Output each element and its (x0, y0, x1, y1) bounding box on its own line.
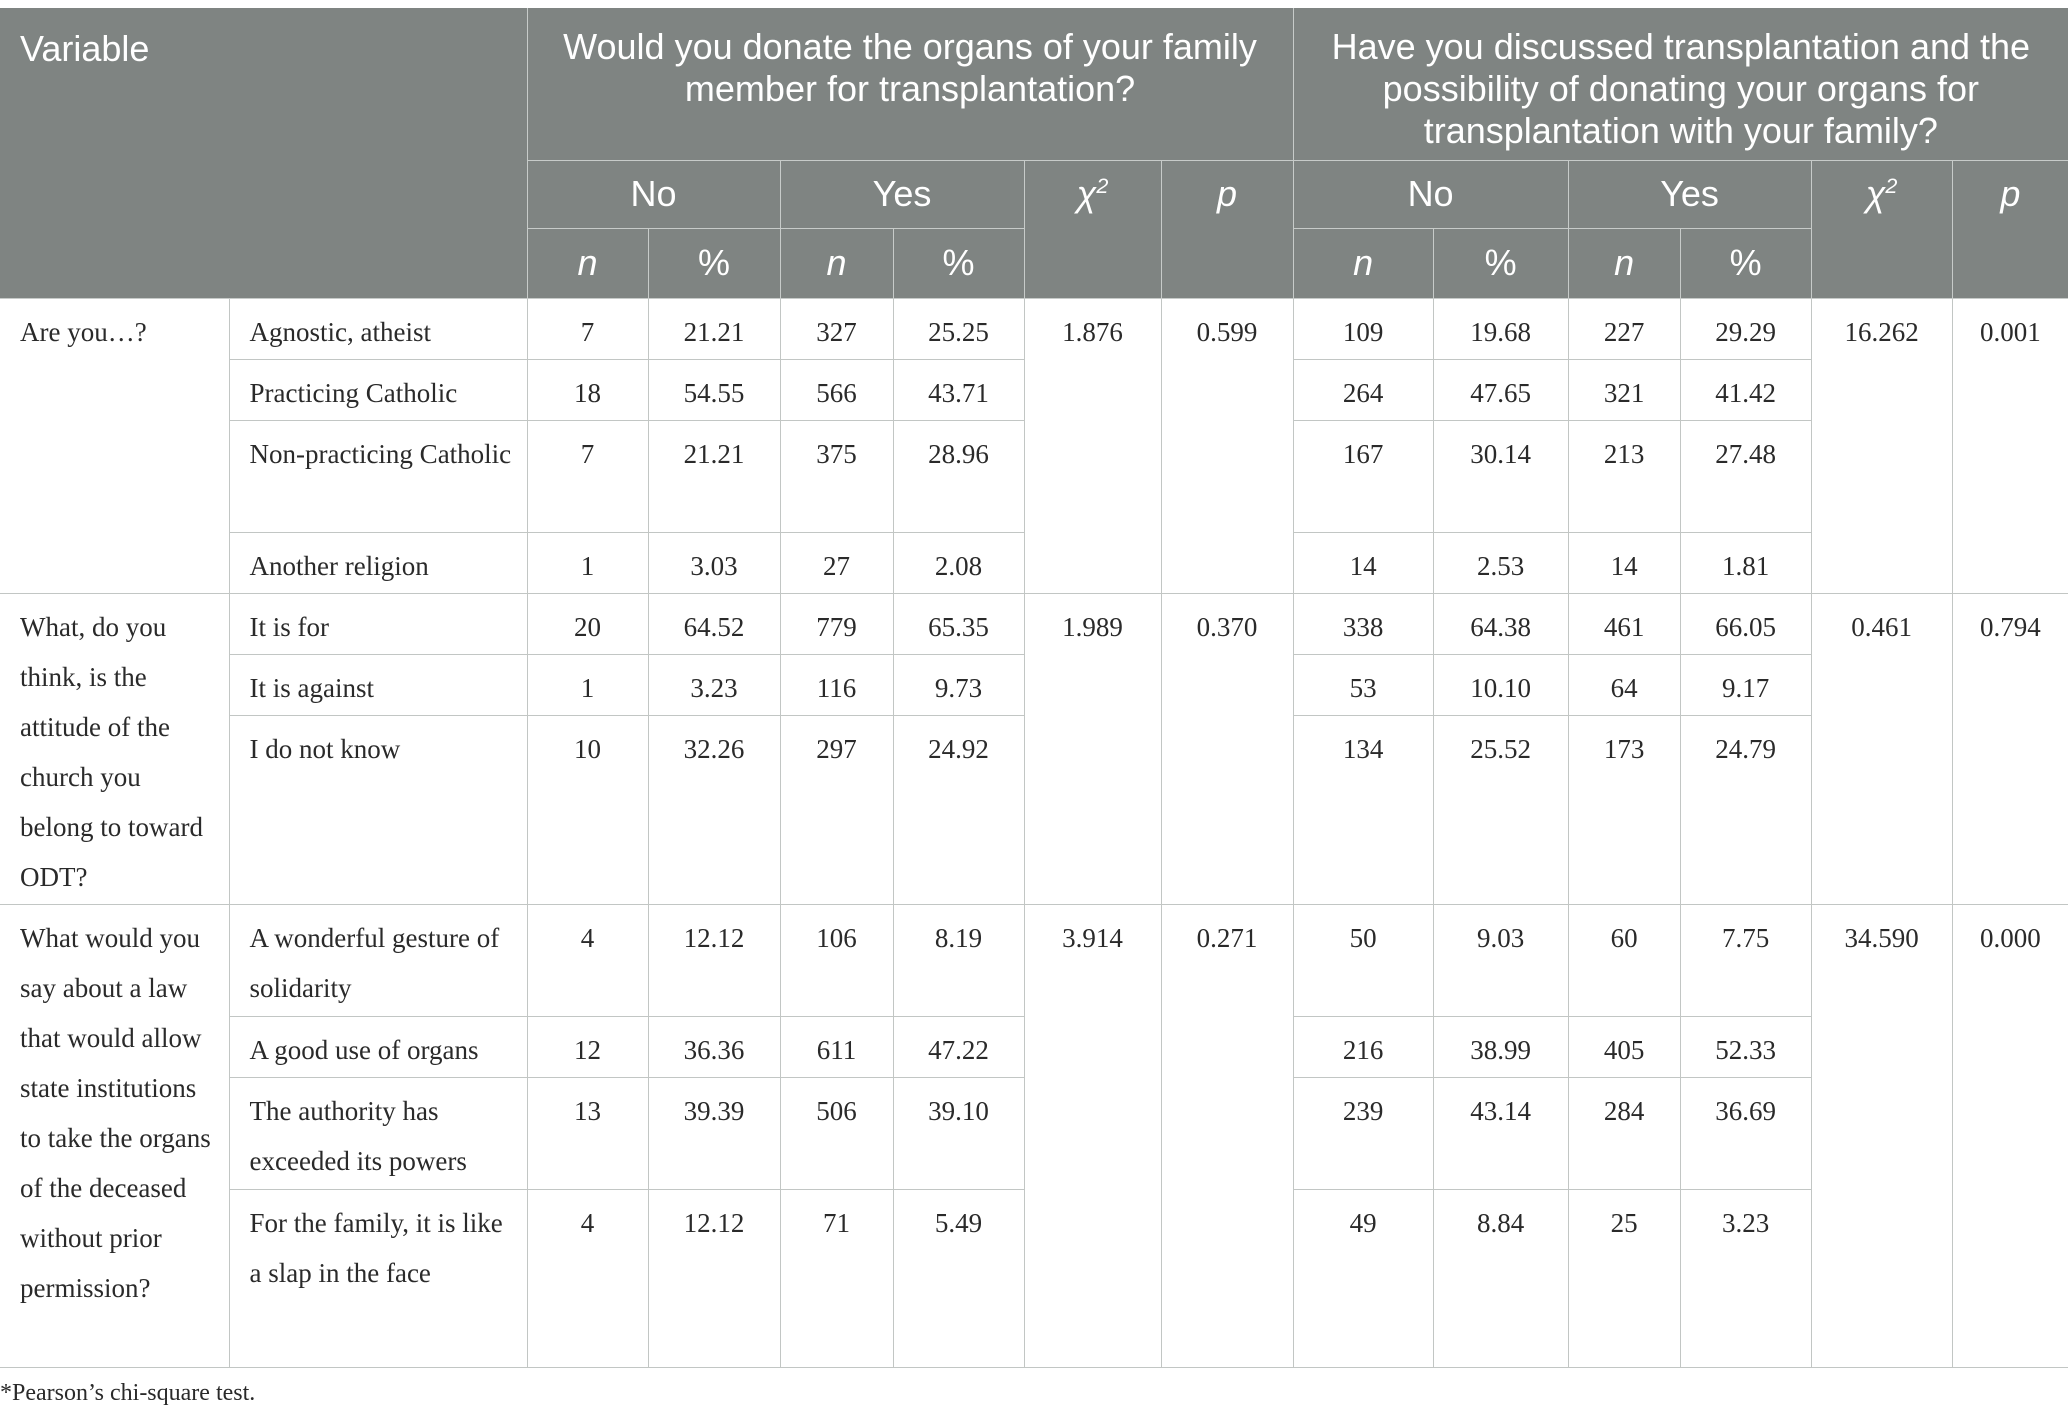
variable-cell: Are you…? (0, 298, 229, 593)
q2-value-cell: 41.42 (1680, 359, 1811, 420)
q2-value-cell: 60 (1568, 904, 1680, 1016)
q2-value-cell: 49 (1293, 1189, 1433, 1367)
q2-yes-pct-header: % (1680, 228, 1811, 298)
q1-value-cell: 28.96 (893, 420, 1024, 532)
q2-value-cell: 461 (1568, 593, 1680, 654)
q1-value-cell: 65.35 (893, 593, 1024, 654)
q1-value-cell: 24.92 (893, 715, 1024, 904)
category-cell: Non-practicing Catholic (229, 420, 527, 532)
q2-value-cell: 29.29 (1680, 298, 1811, 359)
footnote: *Pearson’s chi-square test. (0, 1380, 256, 1406)
q1-yes-pct-header: % (893, 228, 1024, 298)
q1-chi2-cell: 3.914 (1024, 904, 1161, 1367)
q2-value-cell: 1.81 (1680, 532, 1811, 593)
table-container (0, 8, 2068, 1368)
q2-value-cell: 24.79 (1680, 715, 1811, 904)
q2-value-cell: 9.17 (1680, 654, 1811, 715)
q1-value-cell: 116 (780, 654, 893, 715)
q2-value-cell: 25.52 (1433, 715, 1568, 904)
q1-value-cell: 327 (780, 298, 893, 359)
q1-value-cell: 47.22 (893, 1016, 1024, 1077)
q1-value-cell: 7 (527, 420, 648, 532)
q1-p-header: p (1161, 160, 1293, 298)
q1-value-cell: 1 (527, 532, 648, 593)
q2-value-cell: 213 (1568, 420, 1680, 532)
q2-value-cell: 25 (1568, 1189, 1680, 1367)
q2-value-cell: 321 (1568, 359, 1680, 420)
q1-value-cell: 2.08 (893, 532, 1024, 593)
q1-value-cell: 4 (527, 1189, 648, 1367)
q2-value-cell: 47.65 (1433, 359, 1568, 420)
q1-value-cell: 64.52 (648, 593, 780, 654)
category-cell: The authority has exceeded its powers (229, 1077, 527, 1189)
q2-value-cell: 36.69 (1680, 1077, 1811, 1189)
q1-value-cell: 39.39 (648, 1077, 780, 1189)
q2-p-header: p (1952, 160, 2068, 298)
q1-value-cell: 9.73 (893, 654, 1024, 715)
table-row (0, 298, 2068, 359)
variable-cell: What would you say about a law that would allow state institutions to take the organs of the deceased without prior permission? (0, 904, 229, 1367)
q2-chi2-cell: 16.262 (1811, 298, 1952, 593)
q1-value-cell: 21.21 (648, 298, 780, 359)
q1-value-cell: 3.03 (648, 532, 780, 593)
q2-chi2-header: $\chi^2$ (1811, 160, 1952, 298)
category-cell: I do not know (229, 715, 527, 904)
q2-value-cell: 66.05 (1680, 593, 1811, 654)
category-cell: For the family, it is like a slap in the face (229, 1189, 527, 1367)
q2-value-cell: 50 (1293, 904, 1433, 1016)
q2-p-cell: 0.000 (1952, 904, 2068, 1367)
q2-value-cell: 227 (1568, 298, 1680, 359)
table-body (0, 298, 2068, 1367)
q1-p-cell: 0.370 (1161, 593, 1293, 904)
q2-value-cell: 264 (1293, 359, 1433, 420)
variable-header: Variable (0, 8, 527, 298)
q1-no-pct-header: % (648, 228, 780, 298)
q2-p-cell: 0.001 (1952, 298, 2068, 593)
q2-value-cell: 7.75 (1680, 904, 1811, 1016)
q1-value-cell: 12.12 (648, 1189, 780, 1367)
q2-value-cell: 338 (1293, 593, 1433, 654)
q1-value-cell: 20 (527, 593, 648, 654)
q2-value-cell: 53 (1293, 654, 1433, 715)
q1-value-cell: 36.36 (648, 1016, 780, 1077)
q1-value-cell: 611 (780, 1016, 893, 1077)
category-cell: A good use of organs (229, 1016, 527, 1077)
question-discussed-header: Have you discussed transplantation and the possibility of donating your organs for transplantation with your family? (1293, 8, 2068, 160)
q1-value-cell: 43.71 (893, 359, 1024, 420)
q1-value-cell: 71 (780, 1189, 893, 1367)
q2-value-cell: 216 (1293, 1016, 1433, 1077)
q1-value-cell: 10 (527, 715, 648, 904)
q2-value-cell: 8.84 (1433, 1189, 1568, 1367)
q1-value-cell: 7 (527, 298, 648, 359)
q2-value-cell: 19.68 (1433, 298, 1568, 359)
table-row (0, 904, 2068, 1016)
q1-no-n-header: n (527, 228, 648, 298)
q2-chi2-cell: 0.461 (1811, 593, 1952, 904)
q1-value-cell: 3.23 (648, 654, 780, 715)
q1-yes-header: Yes (780, 160, 1024, 228)
q2-value-cell: 38.99 (1433, 1016, 1568, 1077)
q1-value-cell: 566 (780, 359, 893, 420)
q1-value-cell: 27 (780, 532, 893, 593)
q1-value-cell: 4 (527, 904, 648, 1016)
q1-value-cell: 506 (780, 1077, 893, 1189)
table-row (0, 593, 2068, 654)
q1-no-header: No (527, 160, 780, 228)
q1-value-cell: 8.19 (893, 904, 1024, 1016)
q2-value-cell: 10.10 (1433, 654, 1568, 715)
results-table (0, 8, 2068, 1368)
q2-value-cell: 30.14 (1433, 420, 1568, 532)
category-cell: It is for (229, 593, 527, 654)
q1-value-cell: 25.25 (893, 298, 1024, 359)
q2-no-n-header: n (1293, 228, 1433, 298)
q2-value-cell: 173 (1568, 715, 1680, 904)
category-cell: Another religion (229, 532, 527, 593)
q2-value-cell: 64 (1568, 654, 1680, 715)
q1-value-cell: 106 (780, 904, 893, 1016)
q2-chi2-cell: 34.590 (1811, 904, 1952, 1367)
q1-value-cell: 54.55 (648, 359, 780, 420)
q1-value-cell: 13 (527, 1077, 648, 1189)
variable-cell: What, do you think, is the attitude of the church you belong to toward ODT? (0, 593, 229, 904)
q2-value-cell: 239 (1293, 1077, 1433, 1189)
q1-value-cell: 375 (780, 420, 893, 532)
q2-value-cell: 43.14 (1433, 1077, 1568, 1189)
q2-value-cell: 14 (1568, 532, 1680, 593)
q1-value-cell: 12 (527, 1016, 648, 1077)
q2-value-cell: 167 (1293, 420, 1433, 532)
q2-value-cell: 284 (1568, 1077, 1680, 1189)
q2-no-pct-header: % (1433, 228, 1568, 298)
category-cell: It is against (229, 654, 527, 715)
q2-value-cell: 134 (1293, 715, 1433, 904)
q1-value-cell: 21.21 (648, 420, 780, 532)
q1-chi2-header: $\chi^2$ (1024, 160, 1161, 298)
q1-p-cell: 0.271 (1161, 904, 1293, 1367)
q2-value-cell: 2.53 (1433, 532, 1568, 593)
q2-yes-n-header: n (1568, 228, 1680, 298)
q1-value-cell: 297 (780, 715, 893, 904)
q1-value-cell: 779 (780, 593, 893, 654)
q2-value-cell: 109 (1293, 298, 1433, 359)
q1-value-cell: 1 (527, 654, 648, 715)
q2-value-cell: 9.03 (1433, 904, 1568, 1016)
q2-value-cell: 14 (1293, 532, 1433, 593)
category-cell: Agnostic, atheist (229, 298, 527, 359)
q2-p-cell: 0.794 (1952, 593, 2068, 904)
q2-value-cell: 405 (1568, 1016, 1680, 1077)
category-cell: Practicing Catholic (229, 359, 527, 420)
q1-p-cell: 0.599 (1161, 298, 1293, 593)
q1-value-cell: 32.26 (648, 715, 780, 904)
q1-value-cell: 12.12 (648, 904, 780, 1016)
q2-value-cell: 64.38 (1433, 593, 1568, 654)
q2-value-cell: 52.33 (1680, 1016, 1811, 1077)
q1-value-cell: 5.49 (893, 1189, 1024, 1367)
q2-value-cell: 3.23 (1680, 1189, 1811, 1367)
table-header (0, 8, 2068, 298)
q1-chi2-cell: 1.989 (1024, 593, 1161, 904)
q2-yes-header: Yes (1568, 160, 1811, 228)
q1-value-cell: 18 (527, 359, 648, 420)
category-cell: A wonderful gesture of solidarity (229, 904, 527, 1016)
q2-no-header: No (1293, 160, 1568, 228)
q1-yes-n-header: n (780, 228, 893, 298)
q2-value-cell: 27.48 (1680, 420, 1811, 532)
question-donate-header: Would you donate the organs of your family member for transplantation? (527, 8, 1293, 160)
q1-chi2-cell: 1.876 (1024, 298, 1161, 593)
q1-value-cell: 39.10 (893, 1077, 1024, 1189)
